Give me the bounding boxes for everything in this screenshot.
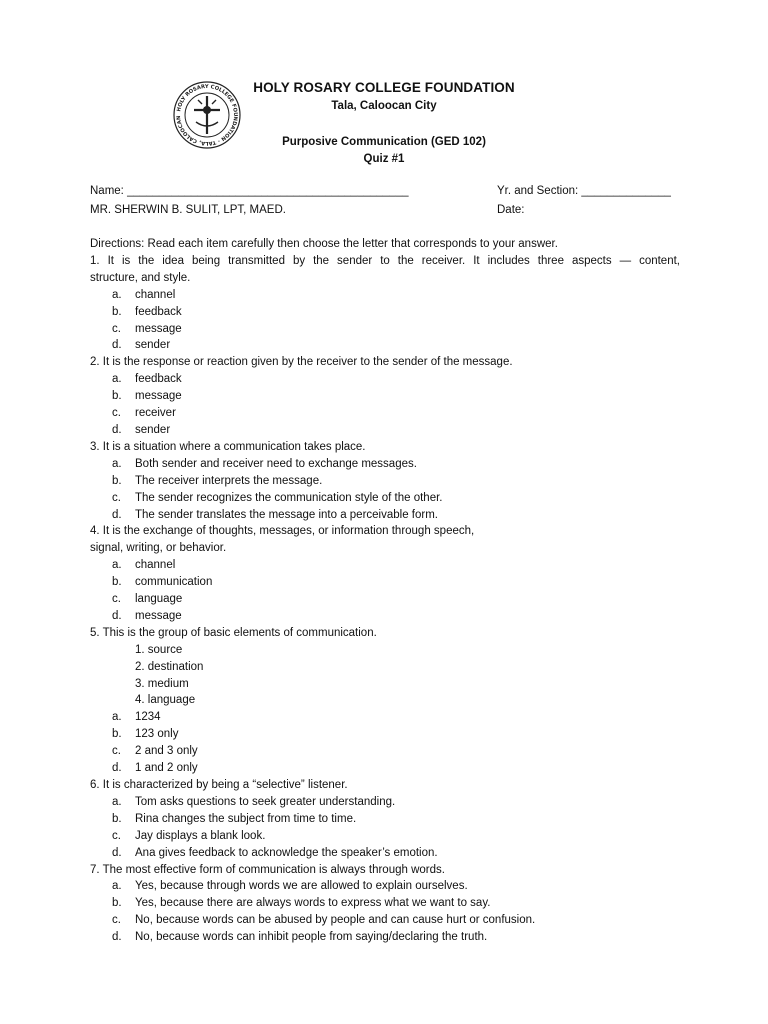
question-text: structure, and style. bbox=[90, 271, 191, 284]
option-a bbox=[90, 287, 680, 304]
option-text: No, because words can be abused by people and can cause hurt or confusion. bbox=[135, 914, 536, 927]
option-c bbox=[90, 912, 680, 929]
quiz-body bbox=[90, 236, 680, 946]
option-c bbox=[90, 490, 680, 507]
option-d bbox=[90, 422, 680, 439]
option-text: message bbox=[135, 322, 182, 335]
option-a bbox=[90, 371, 680, 388]
option-b bbox=[90, 726, 680, 743]
question-6 bbox=[90, 777, 680, 862]
option-letter: b. bbox=[112, 390, 122, 403]
option-text: receiver bbox=[135, 407, 176, 420]
date-field: Date: bbox=[497, 204, 525, 216]
option-b bbox=[90, 895, 680, 912]
option-text: Yes, because there are always words to express what we want to say. bbox=[135, 897, 491, 910]
question-text: 4. It is the exchange of thoughts, messages, or information through speech, bbox=[90, 525, 475, 538]
course-title: Purposive Communication (GED 102) bbox=[282, 136, 486, 148]
option-text: channel bbox=[135, 288, 176, 301]
option-letter: a. bbox=[112, 288, 122, 301]
option-letter: d. bbox=[112, 423, 122, 436]
option-b bbox=[90, 473, 680, 490]
option-a bbox=[90, 709, 680, 726]
question-text: 3. It is a situation where a communication takes place. bbox=[90, 440, 366, 453]
question-4 bbox=[90, 523, 680, 624]
option-text: communication bbox=[135, 576, 213, 589]
option-letter: c. bbox=[112, 745, 121, 758]
option-letter: d. bbox=[112, 609, 122, 622]
option-text: sender bbox=[135, 423, 171, 436]
directions: Directions: Read each item carefully then choose the letter that corresponds to your answer. bbox=[90, 238, 558, 250]
option-text: The sender translates the message into a perceivable form. bbox=[135, 508, 438, 521]
school-name: HOLY ROSARY COLLEGE FOUNDATION bbox=[253, 80, 515, 95]
name-field: Name: ____________________________________________ bbox=[90, 185, 409, 197]
svg-text:HOLY ROSARY COLLEGE FOUNDATION: HOLY ROSARY COLLEGE FOUNDATION · TALA, CALOOCAN bbox=[175, 83, 239, 147]
question-5 bbox=[90, 625, 680, 777]
element-item: 4. language bbox=[135, 694, 196, 707]
option-c bbox=[90, 591, 680, 608]
option-d bbox=[90, 760, 680, 777]
option-b bbox=[90, 304, 680, 321]
option-text: Both sender and receiver need to exchange messages. bbox=[135, 457, 417, 470]
option-a bbox=[90, 557, 680, 574]
option-a bbox=[90, 878, 680, 895]
question-7 bbox=[90, 862, 680, 947]
option-letter: d. bbox=[112, 762, 122, 775]
option-letter: b. bbox=[112, 812, 122, 825]
school-city: Tala, Caloocan City bbox=[331, 100, 437, 112]
option-d bbox=[90, 608, 680, 625]
option-letter: a. bbox=[112, 559, 122, 572]
option-b bbox=[90, 811, 680, 828]
option-letter: c. bbox=[112, 593, 121, 606]
option-letter: d. bbox=[112, 846, 122, 859]
option-c bbox=[90, 405, 680, 422]
option-letter: a. bbox=[112, 373, 122, 386]
option-text: channel bbox=[135, 559, 176, 572]
option-d bbox=[90, 507, 680, 524]
option-d bbox=[90, 845, 680, 862]
option-b bbox=[90, 388, 680, 405]
question-text: signal, writing, or behavior. bbox=[90, 542, 227, 555]
option-text: Jay displays a blank look. bbox=[135, 829, 266, 842]
option-text: feedback bbox=[135, 373, 182, 386]
option-letter: c. bbox=[112, 407, 121, 420]
option-c bbox=[90, 321, 680, 338]
option-letter: a. bbox=[112, 711, 122, 724]
yr-section-field: Yr. and Section: ______________ bbox=[497, 185, 671, 197]
option-letter: b. bbox=[112, 897, 122, 910]
option-text: 123 only bbox=[135, 728, 179, 741]
option-letter: a. bbox=[112, 457, 122, 470]
option-a bbox=[90, 794, 680, 811]
option-d bbox=[90, 337, 680, 354]
quiz-title: Quiz #1 bbox=[363, 153, 405, 165]
option-text: feedback bbox=[135, 305, 182, 318]
option-letter: c. bbox=[112, 829, 121, 842]
question-text: 5. This is the group of basic elements of communication. bbox=[90, 626, 377, 639]
option-text: The receiver interprets the message. bbox=[135, 474, 323, 487]
question-3 bbox=[90, 439, 680, 524]
option-c bbox=[90, 828, 680, 845]
option-letter: d. bbox=[112, 931, 122, 944]
option-letter: a. bbox=[112, 880, 122, 893]
option-text: Tom asks questions to seek greater understanding. bbox=[135, 795, 396, 808]
option-text: 1234 bbox=[135, 711, 161, 724]
element-item: 3. medium bbox=[135, 677, 189, 690]
question-text: 1. It is the idea being transmitted by the sender to the receiver. It includes three aspects — content, bbox=[90, 254, 680, 267]
option-letter: d. bbox=[112, 508, 122, 521]
question-2 bbox=[90, 354, 680, 439]
question-text: 7. The most effective form of communication is always through words. bbox=[90, 863, 445, 876]
option-text: Ana gives feedback to acknowledge the speaker’s emotion. bbox=[135, 846, 438, 859]
element-item: 1. source bbox=[135, 643, 183, 656]
option-text: message bbox=[135, 609, 182, 622]
option-text: 1 and 2 only bbox=[135, 762, 198, 775]
option-letter: b. bbox=[112, 728, 122, 741]
element-item: 2. destination bbox=[135, 660, 204, 673]
option-text: No, because words can inhibit people from saying/declaring the truth. bbox=[135, 931, 488, 944]
question-1 bbox=[90, 253, 680, 354]
option-letter: c. bbox=[112, 322, 121, 335]
option-letter: b. bbox=[112, 305, 122, 318]
option-text: Rina changes the subject from time to time. bbox=[135, 812, 357, 825]
option-text: sender bbox=[135, 339, 171, 352]
option-letter: b. bbox=[112, 474, 122, 487]
option-text: 2 and 3 only bbox=[135, 745, 198, 758]
option-letter: b. bbox=[112, 576, 122, 589]
teacher-name: MR. SHERWIN B. SULIT, LPT, MAED. bbox=[90, 204, 286, 216]
question-text: 2. It is the response or reaction given by the receiver to the sender of the message. bbox=[90, 356, 513, 369]
option-text: message bbox=[135, 390, 182, 403]
option-text: language bbox=[135, 593, 183, 606]
option-letter: d. bbox=[112, 339, 122, 352]
option-b bbox=[90, 574, 680, 591]
option-a bbox=[90, 456, 680, 473]
option-d bbox=[90, 929, 680, 946]
option-c bbox=[90, 743, 680, 760]
option-letter: c. bbox=[112, 914, 121, 927]
question-text: 6. It is characterized by being a “selective” listener. bbox=[90, 779, 348, 791]
option-letter: c. bbox=[112, 491, 121, 504]
option-letter: a. bbox=[112, 795, 122, 808]
option-text: Yes, because through words we are allowed to explain ourselves. bbox=[135, 880, 468, 893]
option-text: The sender recognizes the communication style of the other. bbox=[135, 491, 443, 504]
